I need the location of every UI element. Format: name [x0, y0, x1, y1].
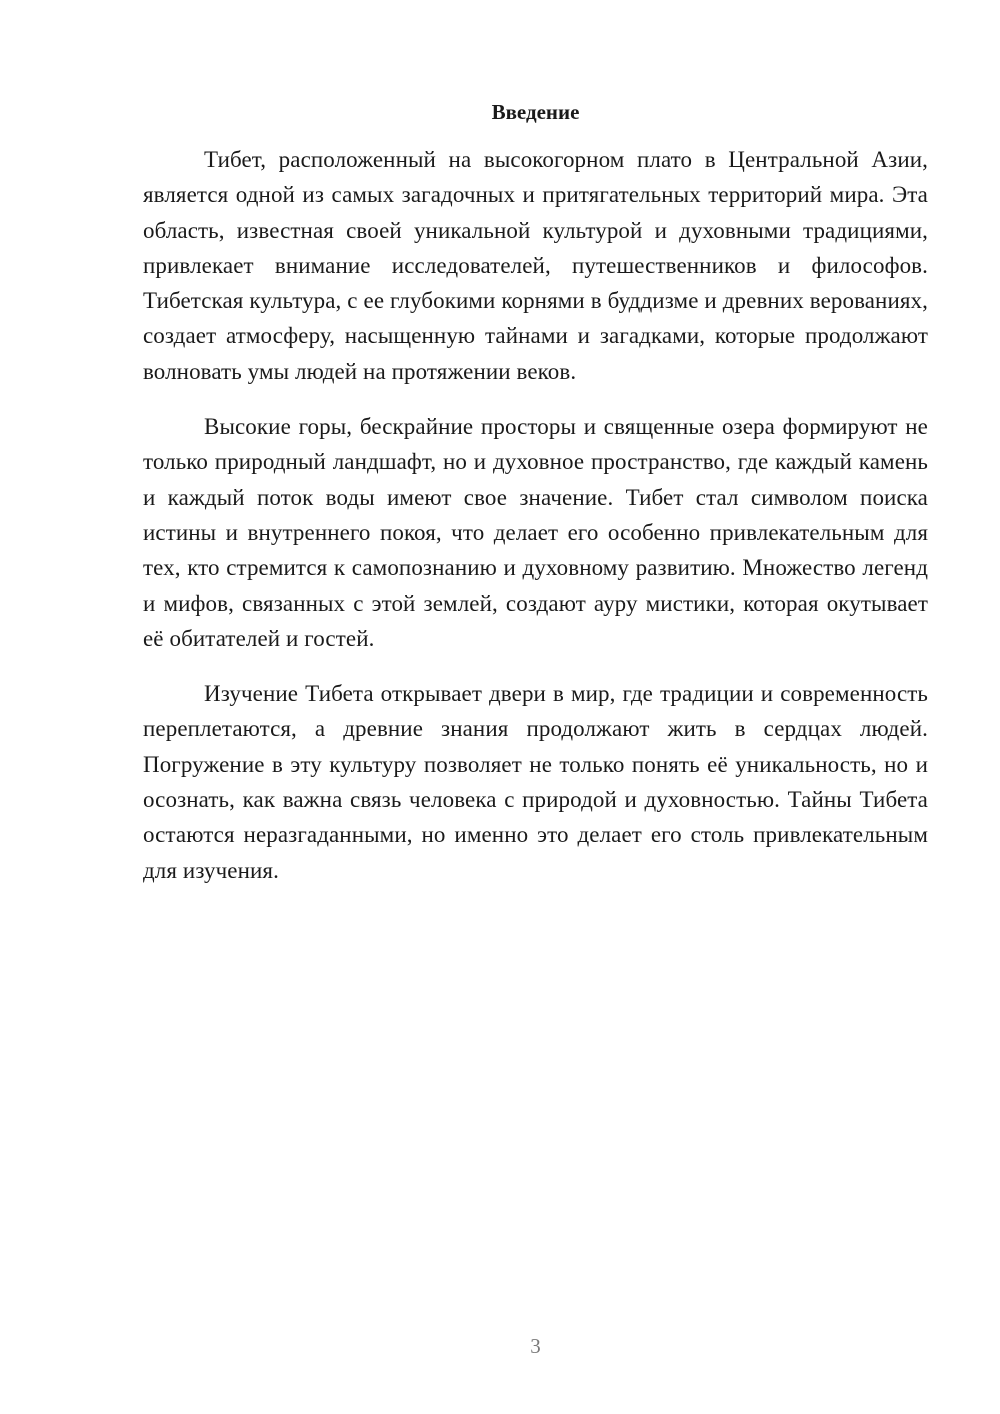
page-title: Введение: [491, 100, 580, 124]
paragraph-1: Тибет, расположенный на высокогорном плато в Центральной Азии, является одной из самых загадочных и притягательных территорий мира. Эта область, известная своей уникальной культурой и духовными традициями, привлекает внимание исследователей, путешественников и философов. Тибетская культура, с ее глубокими корнями в буддизме и древних верованиях, создает атмосферу, насыщенную тайнами и загадками, которые продолжают волновать умы людей на протяжении веков.: [143, 147, 928, 384]
document-body: [143, 142, 928, 908]
paragraph-3: Изучение Тибета открывает двери в мир, где традиции и современность переплетаются, а древние знания продолжают жить в сердцах людей. Погружение в эту культуру позволяет не только понять её уникальность, но и осознать, как важна связь человека с природой и духовностью. Тайны Тибета остаются неразгаданными, но именно это делает его столь привлекательным для изучения.: [143, 681, 928, 883]
paragraph-2: Высокие горы, бескрайние просторы и священные озера формируют не только природный ландшафт, но и духовное пространство, где каждый камень и каждый поток воды имеют свое значение. Тибет стал символом поиска истины и внутреннего покоя, что делает его особенно привлекательным для тех, кто стремится к самопознанию и духовному развитию. Множество легенд и мифов, связанных с этой землей, создают ауру мистики, которая окутывает её обитателей и гостей.: [143, 414, 928, 651]
page-number: 3: [530, 1334, 541, 1358]
